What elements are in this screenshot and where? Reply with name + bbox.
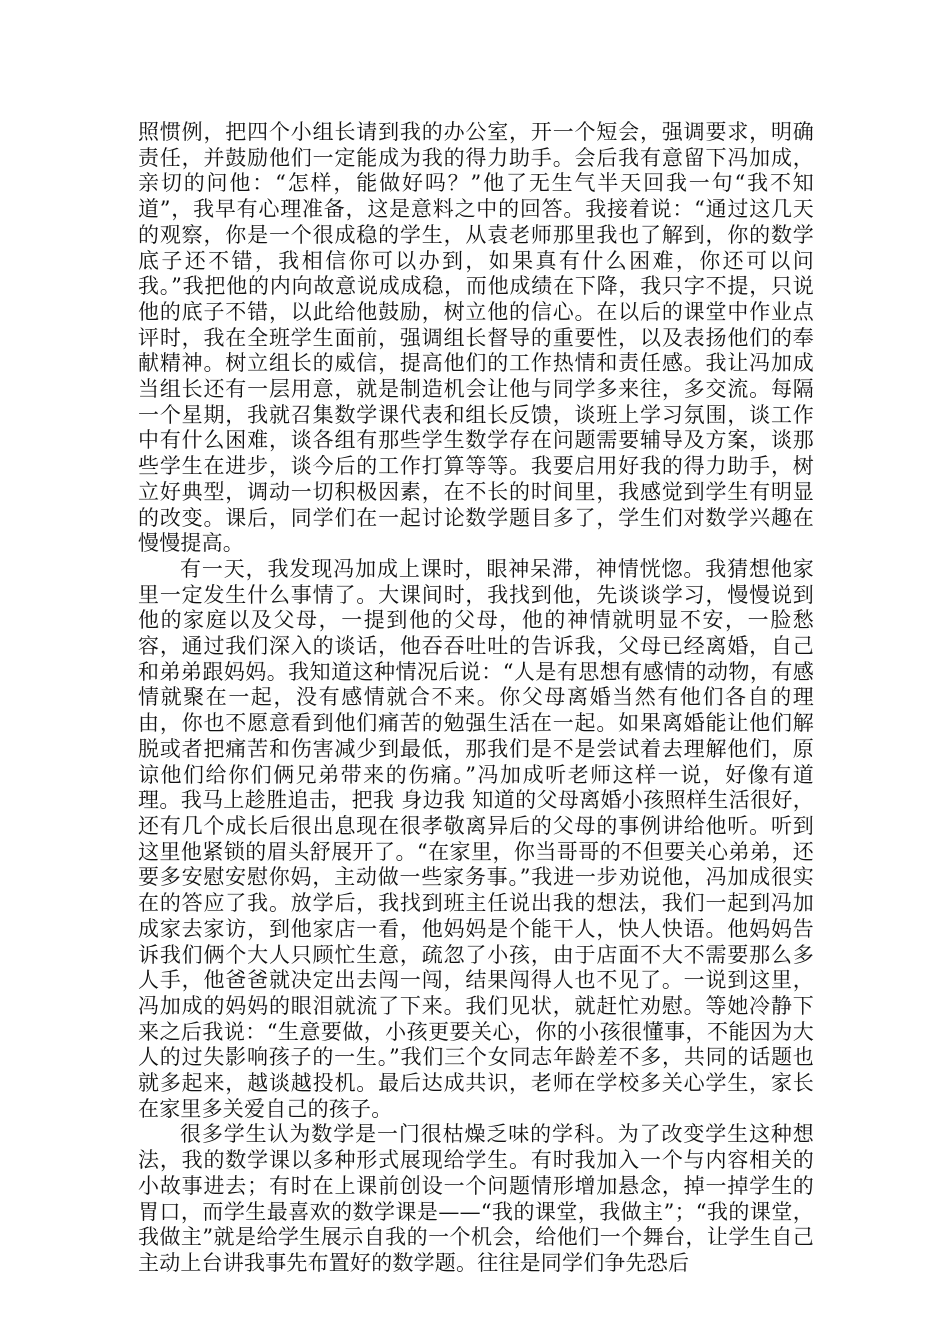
paragraph-3: 很多学生认为数学是一门很枯燥乏味的学科。为了改变学生这种想法，我的数学课以多种形式展现给学生。有时我加入一个与内容相关的小故事进去；有时在上课前创设一个问题情形增加悬念，掉一掉学生的胃口，而学生最喜欢的数学课是——“我的课堂，我做主”；“我的课堂，我做主”就是给学生展示自我的一个机会，给他们一个舞台，让学生自己主动上台讲我事先布置好的数学题。往往是同学们争先恐后 (138, 1122, 814, 1275)
document-body (138, 120, 814, 1277)
paragraph-1: 照惯例，把四个小组长请到我的办公室，开一个短会，强调要求，明确责任，并鼓励他们一定能成为我的得力助手。会后我有意留下冯加成，亲切的问他：“怎样，能做好吗？”他了无生气半天回我一句“我不知道”，我早有心理准备，这是意料之中的回答。我接着说：“通过这几天的观察，你是一个很成稳的学生，从袁老师那里我也了解到，你的数学底子还不错，我相信你可以办到，如果真有什么困难，你还可以问我。”我把他的内向故意说成成稳，而他成绩在下降，我只字不提，只说他的底子不错，以此给他鼓励，树立他的信心。在以后的课堂中作业点评时，我在全班学生面前，强调组长督导的重要性，以及表扬他们的奉献精神。树立组长的威信，提高他们的工作热情和责任感。我让冯加成当组长还有一层用意，就是制造机会让他与同学多来往，多交流。每隔一个星期，我就召集数学课代表和组长反馈，谈班上学习氛围，谈工作中有什么困难，谈各组有那些学生数学存在问题需要辅导及方案，谈那些学生在进步，谈今后的工作打算等等。我要启用好我的得力助手，树立好典型，调动一切积极因素，在不长的时间里，我感觉到学生有明显的改变。课后，同学们在一起讨论数学题目多了，学生们对数学兴趣在慢慢提高。 (138, 120, 814, 556)
paragraph-2: 有一天，我发现冯加成上课时，眼神呆滞，神情恍惚。我猜想他家里一定发生什么事情了。大课间时，我找到他，先谈谈学习，慢慢说到他的家庭以及父母，一提到他的父母，他的神情就明显不安，一脸愁容，通过我们深入的谈话，他吞吞吐吐的告诉我，父母已经离婚，自己和弟弟跟妈妈。我知道这种情况后说：“人是有思想有感情的动物，有感情就聚在一起，没有感情就合不来。你父母离婚当然有他们各自的理由，你也不愿意看到他们痛苦的勉强生活在一起。如果离婚能让他们解脱或者把痛苦和伤害减少到最低，那我们是不是尝试着去理解他们，原谅他们给你们俩兄弟带来的伤痛。”冯加成听老师这样一说，好像有道理。我马上趁胜追击，把我 身边我 知道的父母离婚小孩照样生活很好，还有几个成长后很出息现在很孝敬离异后的父母的事例讲给他听。听到这里他紧锁的眉头舒展开了。“在家里，你当哥哥的不但要关心弟弟，还要多安慰安慰你妈，主动做一些家务事。”我进一步劝说他，冯加成很实在的答应了我。放学后，我找到班主任说出我的想法，我们一起到冯加成家去家访，到他家店一看，他妈妈是个能干人，快人快语。他妈妈告诉我们俩个大人只顾忙生意，疏忽了小孩，由于店面不大不需要那么多人手，他爸爸就决定出去闯一闯，结果闯得人也不见了。一说到这里，冯加成的妈妈的眼泪就流了下来。我们见状，就赶忙劝慰。等她冷静下来之后我说：“生意要做，小孩更要关心，你的小孩很懂事，不能因为大人的过失影响孩子的一生。”我们三个女同志年龄差不多，共同的话题也就多起来，越谈越投机。最后达成共识，老师在学校多关心学生，家长在家里多关爱自己的孩子。 (138, 556, 814, 1121)
